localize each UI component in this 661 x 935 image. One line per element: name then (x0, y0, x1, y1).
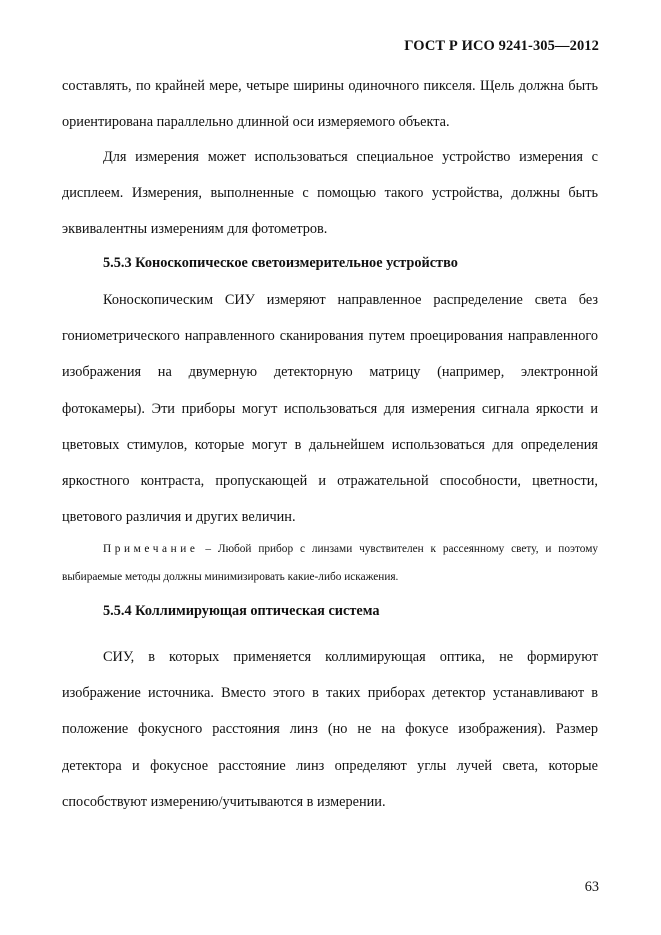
page-number: 63 (584, 879, 599, 895)
section-heading-5-5-3: 5.5.3 Коноскопическое светоизмерительное устройство (103, 255, 458, 271)
document-header: ГОСТ Р ИСО 9241-305—2012 (404, 38, 599, 54)
paragraph-continuation: составлять, по крайней мере, четыре ширины одиночного пикселя. Щель должна быть ориентирована параллельно длинной оси измеряемого объекта. (62, 78, 598, 131)
note-block (62, 535, 598, 591)
paragraph-collimating: СИУ, в которых применяется коллимирующая оптика, не формируют изображение источника. Вместо этого в таких приборах детектор устанавливают в положение фокусного расстояния линз (но не на фокусе изображения). Размер детектора и фокусное расстояние линз определяют углы лучей света, которые способствуют измерению/учитываются в измерении. (62, 649, 598, 810)
section-heading-5-5-4: 5.5.4 Коллимирующая оптическая система (103, 603, 380, 619)
paragraph-display-device: Для измерения может использоваться специальное устройство измерения с дисплеем. Измерения, выполненные с помощью такого устройства, должны быть эквивалентны измерениям для фотометров. (62, 149, 598, 238)
note-label: Примечание (103, 543, 199, 555)
paragraph-conoscopic: Коноскопическим СИУ измеряют направленное распределение света без гониометрического направленного сканирования путем проецирования направленного изображения на двумерную детекторную матрицу (например, электронной фотокамеры). Эти приборы могут использоваться для измерения сигнала яркости и цветовых стимулов, которые могут в дальнейшем использоваться для определения яркостного контраста, пропускающей и отражательной способности, цветности, цветового различия и других величин. (62, 292, 598, 526)
note-text: – Любой прибор с линзами чувствителен к рассеянному свету, и поэтому выбираемые методы должны минимизировать какие-либо искажения. (62, 543, 598, 583)
